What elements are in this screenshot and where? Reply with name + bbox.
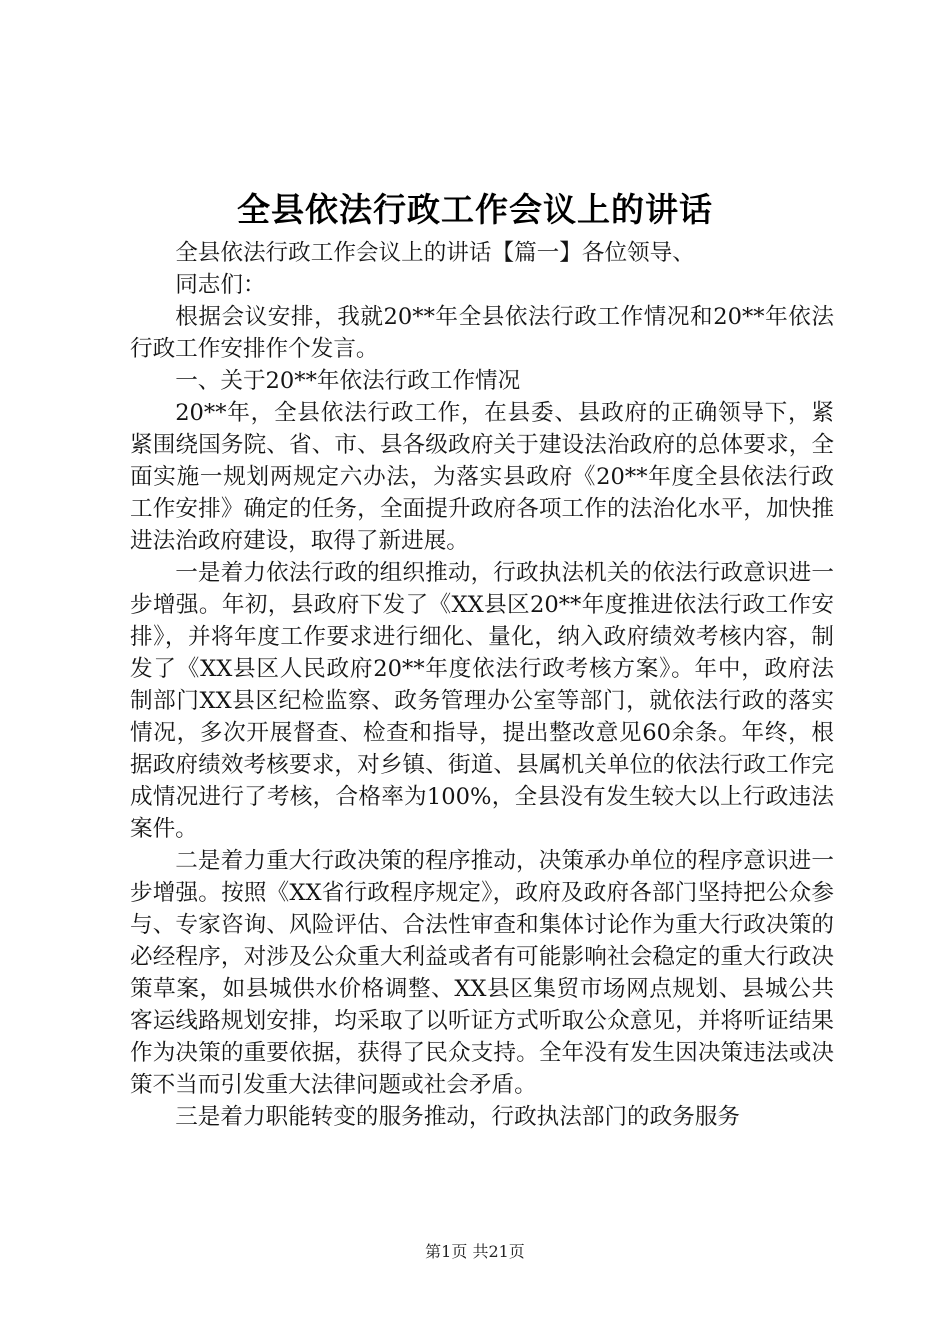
document-title: 全县依法行政工作会议上的讲话 <box>237 190 713 229</box>
paragraph-intro: 根据会议安排，我就20**年全县依法行政工作情况和20**年依法行政工作安排作个发言。 <box>130 304 834 362</box>
paragraph-overview: 20**年，全县依法行政工作，在县委、县政府的正确领导下，紧紧围绕国务院、省、市、县各级政府关于建设法治政府的总体要求，全面实施一规划两规定六办法，为落实县政府《20**年度全县依法行政工作安排》确定的任务，全面提升政府各项工作的法治化水平，加快推进法治政府建设，取得了新进展。 <box>130 400 834 554</box>
paragraph-point-three: 三是着力职能转变的服务推动，行政执法部门的政务服务 <box>175 1104 741 1130</box>
paragraph-heading-line: 全县依法行政工作会议上的讲话【篇一】各位领导、 <box>175 240 695 266</box>
paragraph-salutation: 同志们： <box>175 272 266 298</box>
paragraph-point-one: 一是着力依法行政的组织推动，行政执法机关的依法行政意识进一步增强。年初，县政府下发了《XX县区20**年度推进依法行政工作安排》，并将年度工作要求进行细化、量化，纳入政府绩效考核内容，制发了《XX县区人民政府20**年度依法行政考核方案》。年中，政府法制部门XX县区纪检监察、政务管理办公室等部门，就依法行政的落实情况，多次开展督查、检查和指导，提出整改意见60余条。年终，根据政府绩效考核要求，对乡镇、街道、县属机关单位的依法行政工作完成情况进行了考核，合格率为100%，全县没有发生较大以上行政违法案件。 <box>130 560 834 842</box>
section-heading: 一、关于20**年依法行政工作情况 <box>175 368 521 394</box>
page-indicator: 第1页 共21页 <box>425 1242 525 1261</box>
document-body <box>130 237 834 1133</box>
paragraph-point-two: 二是着力重大行政决策的程序推动，决策承办单位的程序意识进一步增强。按照《XX省行政程序规定》，政府及政府各部门坚持把公众参与、专家咨询、风险评估、合法性审查和集体讨论作为重大行政决策的必经程序，对涉及公众重大利益或者有可能影响社会稳定的重大行政决策草案，如县城供水价格调整、XX县区集贸市场网点规划、县城公共客运线路规划安排，均采取了以听证方式听取公众意见，并将听证结果作为决策的重要依据，获得了民众支持。全年没有发生因决策违法或决策不当而引发重大法律问题或社会矛盾。 <box>130 848 834 1098</box>
